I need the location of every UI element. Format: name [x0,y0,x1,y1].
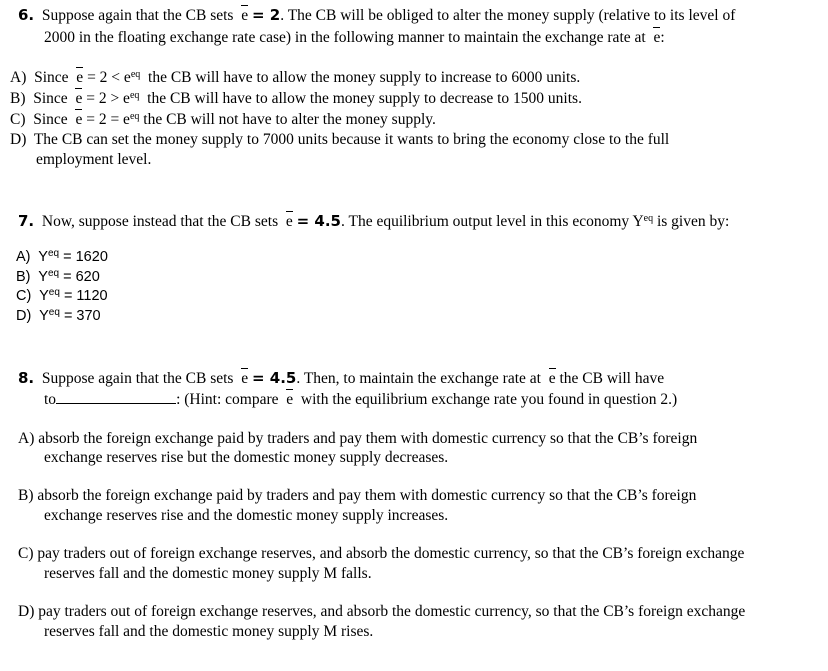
q7-option-d: D) $Y^{eq} = 370$ [16,307,101,324]
q8-line2: to : (Hint: compare e with the equilibrium exchange rate you found in question 2.) [44,391,678,408]
q8-line1: 8. Suppose again that the CB sets e = 4.5. Then, to maintain the exchange rate at e the CB will have [18,369,665,387]
q8-option-d-line2: reserves fall and the domestic money supply M rises. [44,623,374,640]
e-bar: e [285,213,293,230]
q6-option-c: C) Since $e = 2 = e^{eq}$ the CB will not have to alter the money supply. [10,111,436,128]
q6-option-d: D) The CB can set the money supply to 7000 units because it wants to bring the economy close to the full [10,131,670,148]
q6-number: 6. [18,6,35,24]
e-bar: e [241,370,249,387]
q8-option-b: B) absorb the foreign exchange paid by traders and pay them with domestic currency so that the CB’s foreign [18,487,697,504]
q8-number: 8. [18,369,35,387]
q7-number: 7. [18,212,35,230]
q7-option-b: B) $Y^{eq} = 620$ [16,268,100,285]
answer-blank [56,391,176,404]
q6-line2: 2000 in the floating exchange rate case) in the following manner to maintain the exchange rate at e: [44,29,665,46]
e-bar: e [241,7,249,24]
q8-option-d: D) pay traders out of foreign exchange reserves, and absorb the domestic currency, so that the CB’s foreign exchange [18,603,746,620]
q6-option-d-line2: employment level. [36,151,152,168]
e-bar: e [548,370,556,387]
q8-option-c: C) pay traders out of foreign exchange reserves, and absorb the domestic currency, so that the CB’s foreign exchange [18,545,745,562]
e-bar: e [75,111,83,128]
q8-option-c-line2: reserves fall and the domestic money supply M falls. [44,565,372,582]
q6-line1: 6. Suppose again that the CB sets e = 2. The CB will be obliged to alter the money supply (relative to its level of [18,6,736,24]
q8-option-a-line2: exchange reserves rise but the domestic money supply decreases. [44,449,449,466]
q6-option-b: B) Since $e = 2 > e^{eq}$ the CB will have to allow the money supply to decrease to 1500 units. [10,90,582,107]
e-bar: e [653,29,661,46]
e-bar: e [76,69,84,86]
q8-option-b-line2: exchange reserves rise and the domestic money supply increases. [44,507,449,524]
q7-option-c: C) $Y^{eq} = 1120$ [16,287,108,304]
q7-option-a: A) $Y^{eq} = 1620$ [16,248,108,265]
e-bar: e [75,90,83,107]
q7-stem: 7. Now, suppose instead that the CB sets e = 4.5. The equilibrium output level in this economy $Y^{eq}$ is given by: [18,212,730,230]
e-bar: e [286,391,294,408]
q8-option-a: A) absorb the foreign exchange paid by traders and pay them with domestic currency so that the CB’s foreign [18,430,698,447]
q6-option-a: A) Since $e = 2 < e^{eq}$ the CB will have to allow the money supply to increase to 6000 units. [10,69,581,86]
